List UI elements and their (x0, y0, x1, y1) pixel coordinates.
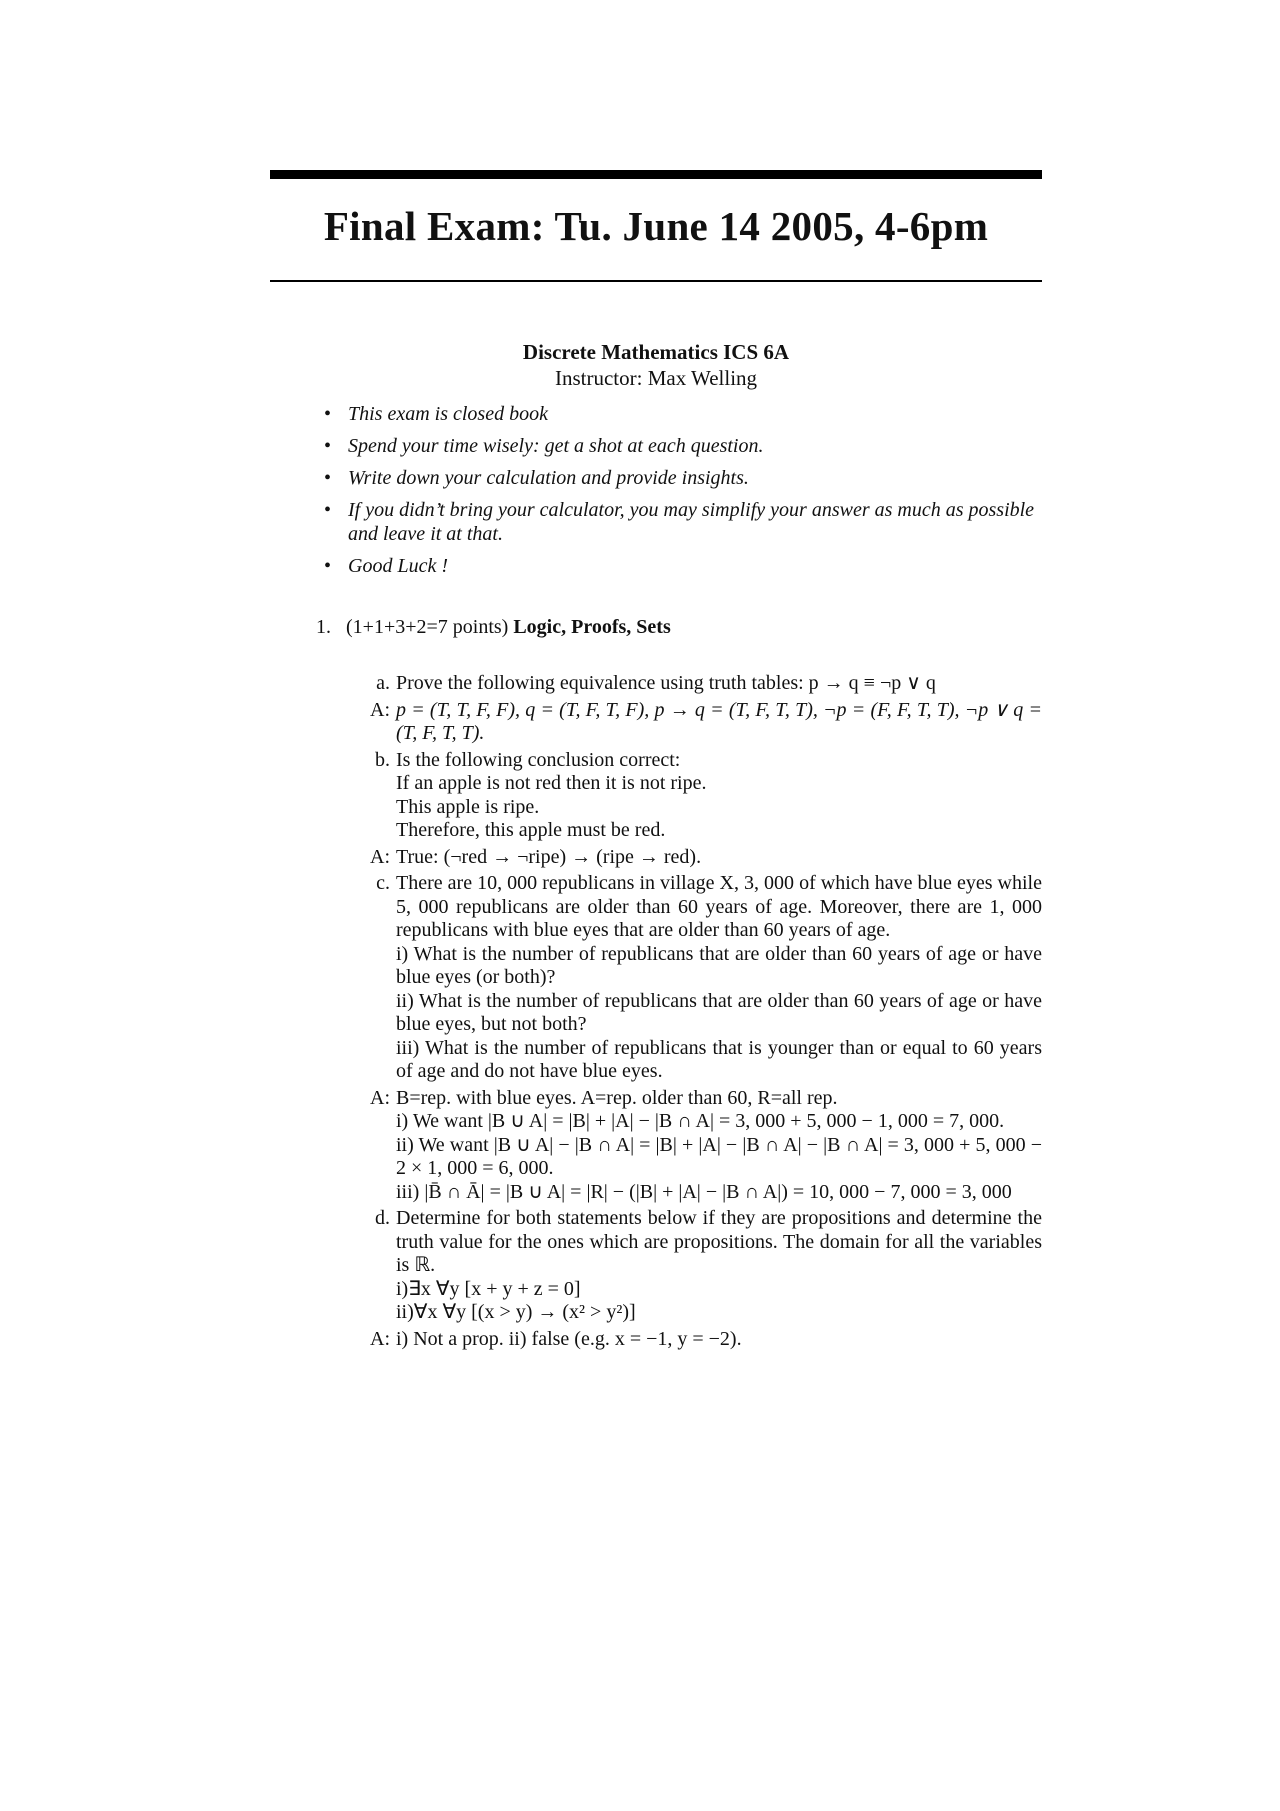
course-name: Discrete Mathematics ICS 6A (522, 340, 790, 364)
rule-item: • If you didn’t bring your calculator, you may simplify your answer as much as possible and leave it at that. (324, 499, 1035, 545)
bullet-icon: • (324, 467, 332, 489)
title-top-rule (270, 170, 1042, 179)
exam-title: Final Exam: Tu. June 14 2005, 4-6pm (323, 203, 989, 249)
bullet-icon: • (324, 435, 332, 457)
question-1-body (360, 672, 1042, 1354)
answer-intro: B=rep. with blue eyes. A=rep. older than 60, R=all rep. (396, 1086, 838, 1109)
part-b-answer (360, 846, 1042, 870)
part-c-sub-ii: ii) What is the number of republicans that are older than 60 years of age or have blue eyes, but not both? (396, 989, 1042, 1035)
bullet-icon: • (324, 499, 332, 521)
part-c-text: There are 10, 000 republicans in village X, 3, 000 of which have blue eyes while 5, 000 republicans are older than 60 years of age. Moreover, there are 1, 000 republicans with blue eyes that are older than 60 years of age. (396, 872, 1042, 941)
exam-rules-list (316, 402, 1042, 586)
answer-label: A: (370, 845, 390, 868)
answer-label: A: (370, 1086, 390, 1109)
rule-item: • This exam is closed book (324, 403, 548, 425)
part-a-question: Prove the following equivalence using truth tables: p → q ≡ ¬p ∨ q (396, 672, 936, 694)
rule-item: • Write down your calculation and provide insights. (324, 467, 749, 489)
answer-text: p = (T, T, F, F), q = (T, F, T, F), p → q = (T, F, T, T), ¬p = (F, F, T, T), ¬p ∨ q = (T, F, T, T). (396, 698, 1042, 744)
question-points: (1+1+3+2=7 points) (346, 616, 509, 638)
rule-item: • Good Luck ! (324, 555, 448, 577)
part-c-sub-iii: iii) What is the number of republicans that is younger than or equal to 60 years of age and do not have blue eyes. (396, 1036, 1042, 1082)
part-a-answer (360, 699, 1042, 746)
part-b-line: Is the following conclusion correct: (396, 748, 681, 771)
part-c (360, 872, 1042, 1084)
part-b-line: This apple is ripe. (396, 795, 540, 818)
rule-item: • Spend your time wisely: get a shot at each question. (324, 435, 764, 457)
part-c-sub-i: i) What is the number of republicans that are older than 60 years of age or have blue eyes (or both)? (396, 942, 1042, 988)
question-topic: Logic, Proofs, Sets (513, 616, 671, 638)
answer-label: A: (370, 698, 390, 721)
answer-text: True: (¬red → ¬ripe) → (ripe → red). (396, 845, 702, 868)
answer-text: i) Not a prop. ii) false (e.g. x = −1, y = −2). (396, 1327, 742, 1350)
part-d-answer (360, 1328, 1042, 1352)
part-a (360, 672, 1042, 696)
part-b (360, 749, 1042, 843)
part-label: c. (376, 872, 390, 894)
part-b-line: Therefore, this apple must be red. (396, 819, 666, 841)
answer-iii: iii) |B̄ ∩ Ā| = |B ∪ A| = |R| − (|B| + |A| − |B ∩ A|) = 10, 000 − 7, 000 = 3, 000 (396, 1180, 1012, 1203)
answer-label: A: (370, 1327, 390, 1350)
part-label: a. (376, 672, 390, 694)
instructor-name: Instructor: Max Welling (554, 366, 758, 390)
question-number: 1. (316, 616, 331, 638)
part-d-stmt-ii: ii)∀x ∀y [(x > y) → (x² > y²)] (396, 1301, 636, 1323)
part-c-answer (360, 1087, 1042, 1205)
part-label: b. (375, 748, 390, 771)
part-d (360, 1207, 1042, 1325)
answer-ii: ii) We want |B ∪ A| − |B ∩ A| = |B| + |A| − |B ∩ A| − |B ∩ A| = 3, 000 + 5, 000 − 2 × 1, 000 = 6, 000. (396, 1133, 1042, 1179)
bullet-icon: • (324, 403, 332, 425)
part-d-text: Determine for both statements below if they are propositions and determine the truth value for the ones which are propositions. The domain for all the variables is ℝ. (396, 1207, 1042, 1276)
bullet-icon: • (324, 555, 332, 577)
question-1-header (316, 616, 671, 639)
part-b-line: If an apple is not red then it is not ripe. (396, 772, 707, 794)
title-bottom-rule (270, 280, 1042, 282)
part-d-stmt-i: i)∃x ∀y [x + y + z = 0] (396, 1277, 581, 1300)
part-label: d. (375, 1207, 390, 1229)
answer-i: i) We want |B ∪ A| = |B| + |A| − |B ∩ A| = 3, 000 + 5, 000 − 1, 000 = 7, 000. (396, 1110, 1005, 1132)
